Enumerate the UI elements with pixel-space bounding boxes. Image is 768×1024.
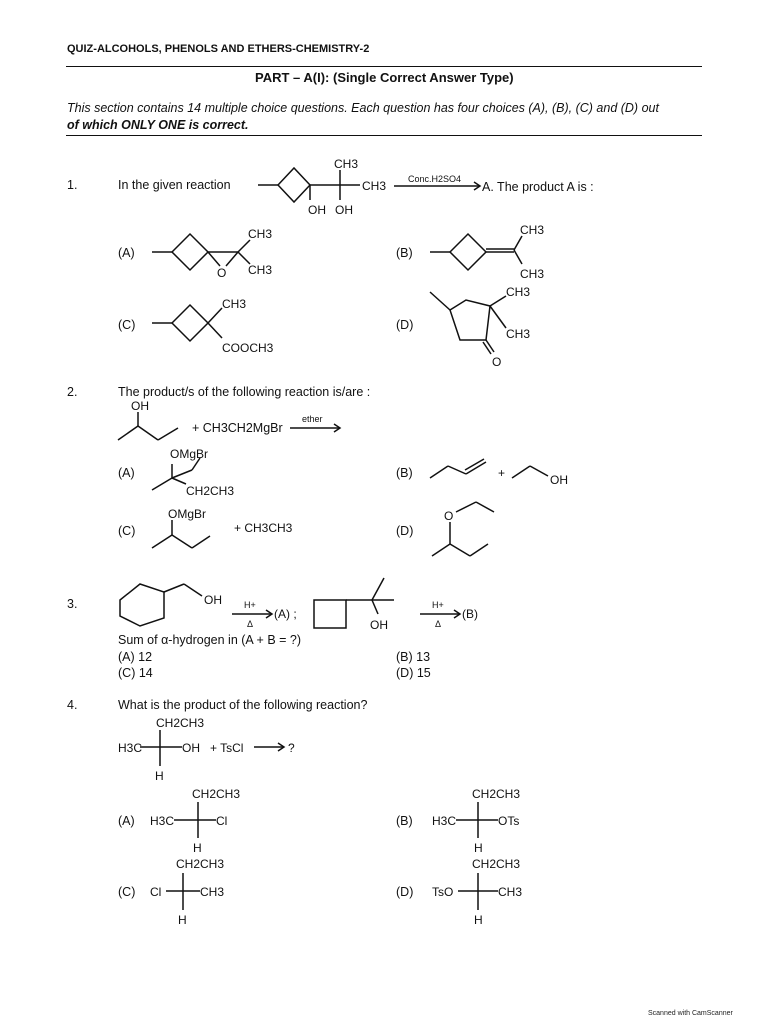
q2a-ch2ch3: CH2CH3: [186, 484, 235, 498]
question-2-number: 2.: [67, 385, 78, 399]
q2c-omgbr: OMgBr: [168, 507, 207, 521]
q3-option-b[interactable]: (B) 13: [396, 650, 431, 664]
q4-option-c-label[interactable]: (C): [118, 885, 136, 899]
q1-option-a-label[interactable]: (A): [118, 246, 135, 260]
q4c-left: Cl: [150, 885, 162, 899]
q4-option-d-label[interactable]: (D): [396, 885, 414, 899]
q3-oh-2: OH: [370, 618, 388, 632]
qa-ch3-2: CH3: [248, 263, 273, 277]
q4d-bottom: H: [474, 913, 483, 927]
q4b-right: OTs: [498, 814, 520, 828]
q3-option-a[interactable]: (A) 12: [118, 650, 153, 664]
q4a-bottom: H: [193, 841, 202, 855]
q3-product-2: (B): [462, 607, 478, 621]
q1-oh-2: OH: [335, 203, 353, 217]
scanner-watermark: Scanned with CamScanner: [648, 1010, 733, 1017]
q4-bottom: H: [155, 769, 164, 783]
q4d-left: TsO: [432, 885, 454, 899]
q4-product: ?: [288, 741, 295, 755]
q4-left: H3C: [118, 741, 143, 755]
q4a-left: H3C: [150, 814, 175, 828]
question-3-number: 3.: [67, 597, 78, 611]
q4-reagent: + TsCl: [210, 741, 244, 755]
q4-option-a-label[interactable]: (A): [118, 814, 135, 828]
q2-oh: OH: [131, 399, 149, 413]
q4-option-b-label[interactable]: (B): [396, 814, 413, 828]
q2-option-a-label[interactable]: (A): [118, 466, 135, 480]
q3-product-1: (A) ;: [274, 607, 297, 621]
q1-option-b-label[interactable]: (B): [396, 246, 413, 260]
qc-ch3: CH3: [222, 297, 247, 311]
q2-option-d-label[interactable]: (D): [396, 524, 414, 538]
q1-option-c-label[interactable]: (C): [118, 318, 136, 332]
qd-ch3-2: CH3: [506, 327, 531, 341]
q4c-top: CH2CH3: [176, 857, 225, 871]
q2b-plus: +: [498, 466, 506, 480]
question-1-stem: In the given reaction: [118, 178, 231, 192]
part-title: PART – A(I): (Single Correct Answer Type): [255, 70, 514, 85]
q1-ch3-right: CH3: [362, 179, 387, 193]
q4c-right: CH3: [200, 885, 225, 899]
question-4-stem: What is the product of the following reaction?: [118, 698, 368, 712]
q3-acid-2: H+: [432, 600, 444, 610]
question-1-number: 1.: [67, 178, 78, 192]
q3-option-c[interactable]: (C) 14: [118, 666, 153, 680]
q1-option-d-label[interactable]: (D): [396, 318, 414, 332]
q4a-right: Cl: [216, 814, 228, 828]
q4d-right: CH3: [498, 885, 523, 899]
q3-oh-1: OH: [204, 593, 222, 607]
q2a-omgbr: OMgBr: [170, 447, 209, 461]
q2-option-c-label[interactable]: (C): [118, 524, 136, 538]
question-3-stem: Sum of α-hydrogen in (A + B = ?): [118, 633, 302, 647]
q3-heat-1: Δ: [247, 619, 254, 629]
q4c-bottom: H: [178, 913, 187, 927]
q1-product-text: A. The product A is :: [482, 180, 594, 194]
q2c-extra: + CH3CH3: [234, 521, 293, 535]
q4a-top: CH2CH3: [192, 787, 241, 801]
q4b-top: CH2CH3: [472, 787, 521, 801]
instructions-line-1: This section contains 14 multiple choice questions. Each question has four choices (A), (B), (C) and (D) out: [67, 101, 659, 115]
q2d-o: O: [444, 509, 454, 523]
q3-option-d[interactable]: (D) 15: [396, 666, 431, 680]
qa-o: O: [217, 266, 227, 280]
qc-cooch3: COOCH3: [222, 341, 274, 355]
q4b-bottom: H: [474, 841, 483, 855]
q2-option-b-label[interactable]: (B): [396, 466, 413, 480]
qd-ch3-1: CH3: [506, 285, 531, 299]
qd-o: O: [492, 355, 502, 369]
question-2-stem: The product/s of the following reaction is/are :: [118, 385, 371, 399]
q4-top: CH2CH3: [156, 716, 205, 730]
q4d-top: CH2CH3: [472, 857, 521, 871]
q2-condition: ether: [302, 414, 323, 424]
q2b-oh: OH: [550, 473, 568, 487]
question-4-number: 4.: [67, 698, 78, 712]
q1-reagent: Conc.H2SO4: [408, 174, 462, 184]
q4b-left: H3C: [432, 814, 457, 828]
q4-right: OH: [182, 741, 200, 755]
q1-ch3-top: CH3: [334, 157, 359, 171]
q1-oh-1: OH: [308, 203, 326, 217]
instructions-line-2: of which ONLY ONE is correct.: [67, 118, 249, 132]
q3-heat-2: Δ: [435, 619, 442, 629]
qb-ch3-1: CH3: [520, 223, 545, 237]
document-title: QUIZ-ALCOHOLS, PHENOLS AND ETHERS-CHEMISTRY-2: [67, 43, 370, 55]
q3-acid-1: H+: [244, 600, 256, 610]
qb-ch3-2: CH3: [520, 267, 545, 281]
qa-ch3-1: CH3: [248, 227, 273, 241]
q2-reagent: + CH3CH2MgBr: [192, 421, 283, 435]
